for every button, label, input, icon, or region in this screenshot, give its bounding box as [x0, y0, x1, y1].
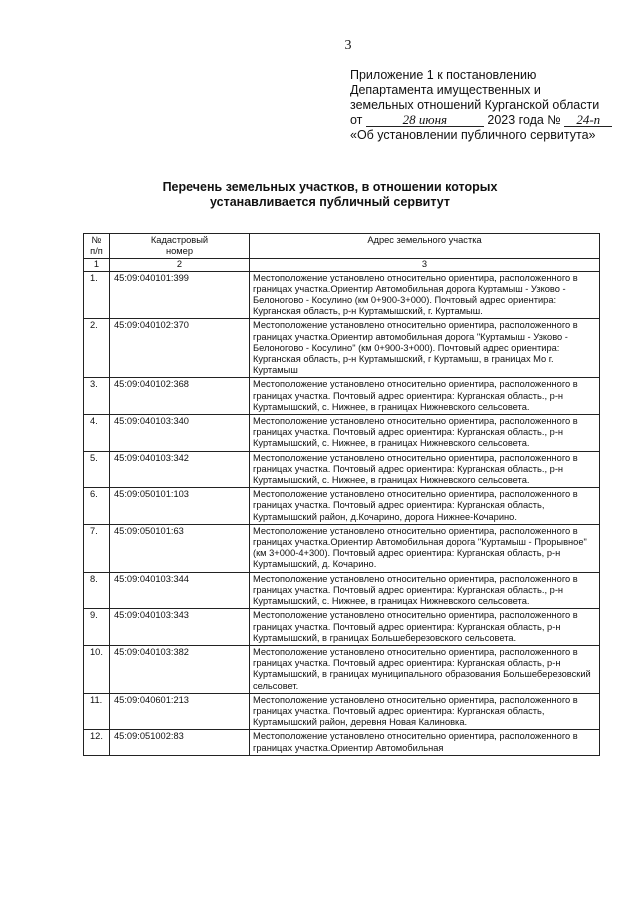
table-header-row	[84, 234, 600, 259]
plot-address: Местоположение установлено относительно ориентира, расположенного в границах участка. Почтовый адрес ориентира: Курганская область., р-н Куртамышский, с. Нижнее, в границах Нижневского сельсовета.	[250, 451, 600, 488]
cadastral-number: 45:09:040103:382	[110, 645, 250, 693]
header-cadastral	[110, 234, 250, 259]
header-number-line-1: №	[91, 235, 102, 245]
table-row	[84, 730, 600, 755]
header-address: Адрес земельного участка	[250, 234, 600, 259]
table-row	[84, 609, 600, 646]
table-row	[84, 572, 600, 609]
row-number: 10.	[84, 645, 110, 693]
document-title	[120, 180, 540, 210]
plot-address: Местоположение установлено относительно ориентира, расположенного в границах участка. Почтовый адрес ориентира: Курганская область., р-н Куртамышский, с. Нижнее, в границах Нижневского сельсовета.	[250, 415, 600, 452]
cadastral-number: 45:09:040103:342	[110, 451, 250, 488]
table-row	[84, 319, 600, 378]
header-cadastral-line-2: номер	[165, 246, 194, 257]
cadastral-number: 45:09:040103:344	[110, 572, 250, 609]
header-number	[84, 234, 110, 259]
table-row	[84, 378, 600, 415]
table-row	[84, 645, 600, 693]
plot-address: Местоположение установлено относительно ориентира, расположенного в границах участка. Почтовый адрес ориентира: Курганская область., р-н Куртамышский, с. Нижнее, в границах Нижневского сельсовета.	[250, 572, 600, 609]
land-plots-table	[83, 233, 600, 756]
row-number: 7.	[84, 524, 110, 572]
handwritten-number: 24-п	[564, 114, 612, 127]
row-number: 6.	[84, 488, 110, 525]
page-number: 3	[344, 38, 352, 53]
table-row	[84, 488, 600, 525]
table-row	[84, 524, 600, 572]
appendix-line-1: Приложение 1 к постановлению	[350, 68, 537, 82]
year-text: 2023 года №	[487, 113, 561, 127]
plot-address: Местоположение установлено относительно ориентира, расположенного в границах участка.Ориентир автомобильная дорога "Куртамыш - Узково - Белоногово - Косулино" (км 0+900-3+000). Почтовый адрес ориентира: Курганская область, р-н Куртамышский, г Куртамыш, в границах Мо г. Куртамыш	[250, 319, 600, 378]
plot-address: Местоположение установлено относительно ориентира, расположенного в границах участка.Ориентир Автомобильная	[250, 730, 600, 755]
plot-address: Местоположение установлено относительно ориентира, расположенного в границах участка. Почтовый адрес ориентира: Курганская область, Куртамышский район, деревня Новая Калиновка.	[250, 693, 600, 730]
row-number: 4.	[84, 415, 110, 452]
row-number: 2.	[84, 319, 110, 378]
appendix-line-5: «Об установлении публичного сервитута»	[350, 128, 596, 142]
column-number: 2	[110, 259, 250, 271]
cadastral-number: 45:09:040102:370	[110, 319, 250, 378]
cadastral-number: 45:09:040102:368	[110, 378, 250, 415]
plot-address: Местоположение установлено относительно ориентира, расположенного в границах участка. Почтовый адрес ориентира: Курганская область, р-н Куртамышский, в границах Большеберезовского сельсовета.	[250, 609, 600, 646]
cadastral-number: 45:09:051002:83	[110, 730, 250, 755]
table-row	[84, 451, 600, 488]
column-number: 3	[250, 259, 600, 271]
plot-address: Местоположение установлено относительно ориентира, расположенного в границах участка. Почтовый адрес ориентира: Курганская область, Куртамышский район, д.Кочарино, дорога Нижнее-Кочарино.	[250, 488, 600, 525]
appendix-date-line	[350, 113, 630, 128]
plot-address: Местоположение установлено относительно ориентира, расположенного в границах участка.Ориентир Автомобильная дорога Куртамыш - Узково - Белоногово - Косулино (км 0+900-3+000). Почтовый адрес ориентира: Курганская область, р-н Куртамышский, г. Куртамыш.	[250, 271, 600, 319]
header-cadastral-line-1: Кадастровый	[150, 235, 209, 245]
header-number-line-2: п/п	[90, 246, 103, 257]
row-number: 1.	[84, 271, 110, 319]
row-number: 3.	[84, 378, 110, 415]
cadastral-number: 45:09:040101:399	[110, 271, 250, 319]
handwritten-date: 28 июня	[366, 114, 484, 127]
row-number: 5.	[84, 451, 110, 488]
row-number: 8.	[84, 572, 110, 609]
appendix-header	[350, 68, 630, 143]
cadastral-number: 45:09:050101:103	[110, 488, 250, 525]
cadastral-number: 45:09:040601:213	[110, 693, 250, 730]
column-number-row	[84, 259, 600, 271]
appendix-line-2: Департамента имущественных и	[350, 83, 541, 97]
table-row	[84, 415, 600, 452]
plot-address: Местоположение установлено относительно ориентира, расположенного в границах участка. Почтовый адрес ориентира: Курганская область., р-н Куртамышский, с. Нижнее, в границах Нижневского сельсовета.	[250, 378, 600, 415]
cadastral-number: 45:09:050101:63	[110, 524, 250, 572]
appendix-line-3: земельных отношений Курганской области	[350, 98, 600, 112]
cadastral-number: 45:09:040103:343	[110, 609, 250, 646]
row-number: 12.	[84, 730, 110, 755]
plot-address: Местоположение установлено относительно ориентира, расположенного в границах участка.Ориентир Автомобильная дорога "Куртамыш - Прорывное" (км 3+000-4+300). Почтовый адрес ориентира: Курганская область, р-н Куртамышский, д. Кочарино.	[250, 524, 600, 572]
table-row	[84, 693, 600, 730]
plot-address: Местоположение установлено относительно ориентира, расположенного в границах участка. Почтовый адрес ориентира: Курганская область, р-н Куртамышский, в границах муниципального образования Большеберезовский сельсовет.	[250, 645, 600, 693]
title-line-1: Перечень земельных участков, в отношении которых	[162, 180, 498, 194]
table-row	[84, 271, 600, 319]
cadastral-number: 45:09:040103:340	[110, 415, 250, 452]
date-prefix: от	[350, 113, 363, 127]
row-number: 9.	[84, 609, 110, 646]
row-number: 11.	[84, 693, 110, 730]
column-number: 1	[84, 259, 110, 271]
title-line-2: устанавливается публичный сервитут	[210, 195, 450, 209]
